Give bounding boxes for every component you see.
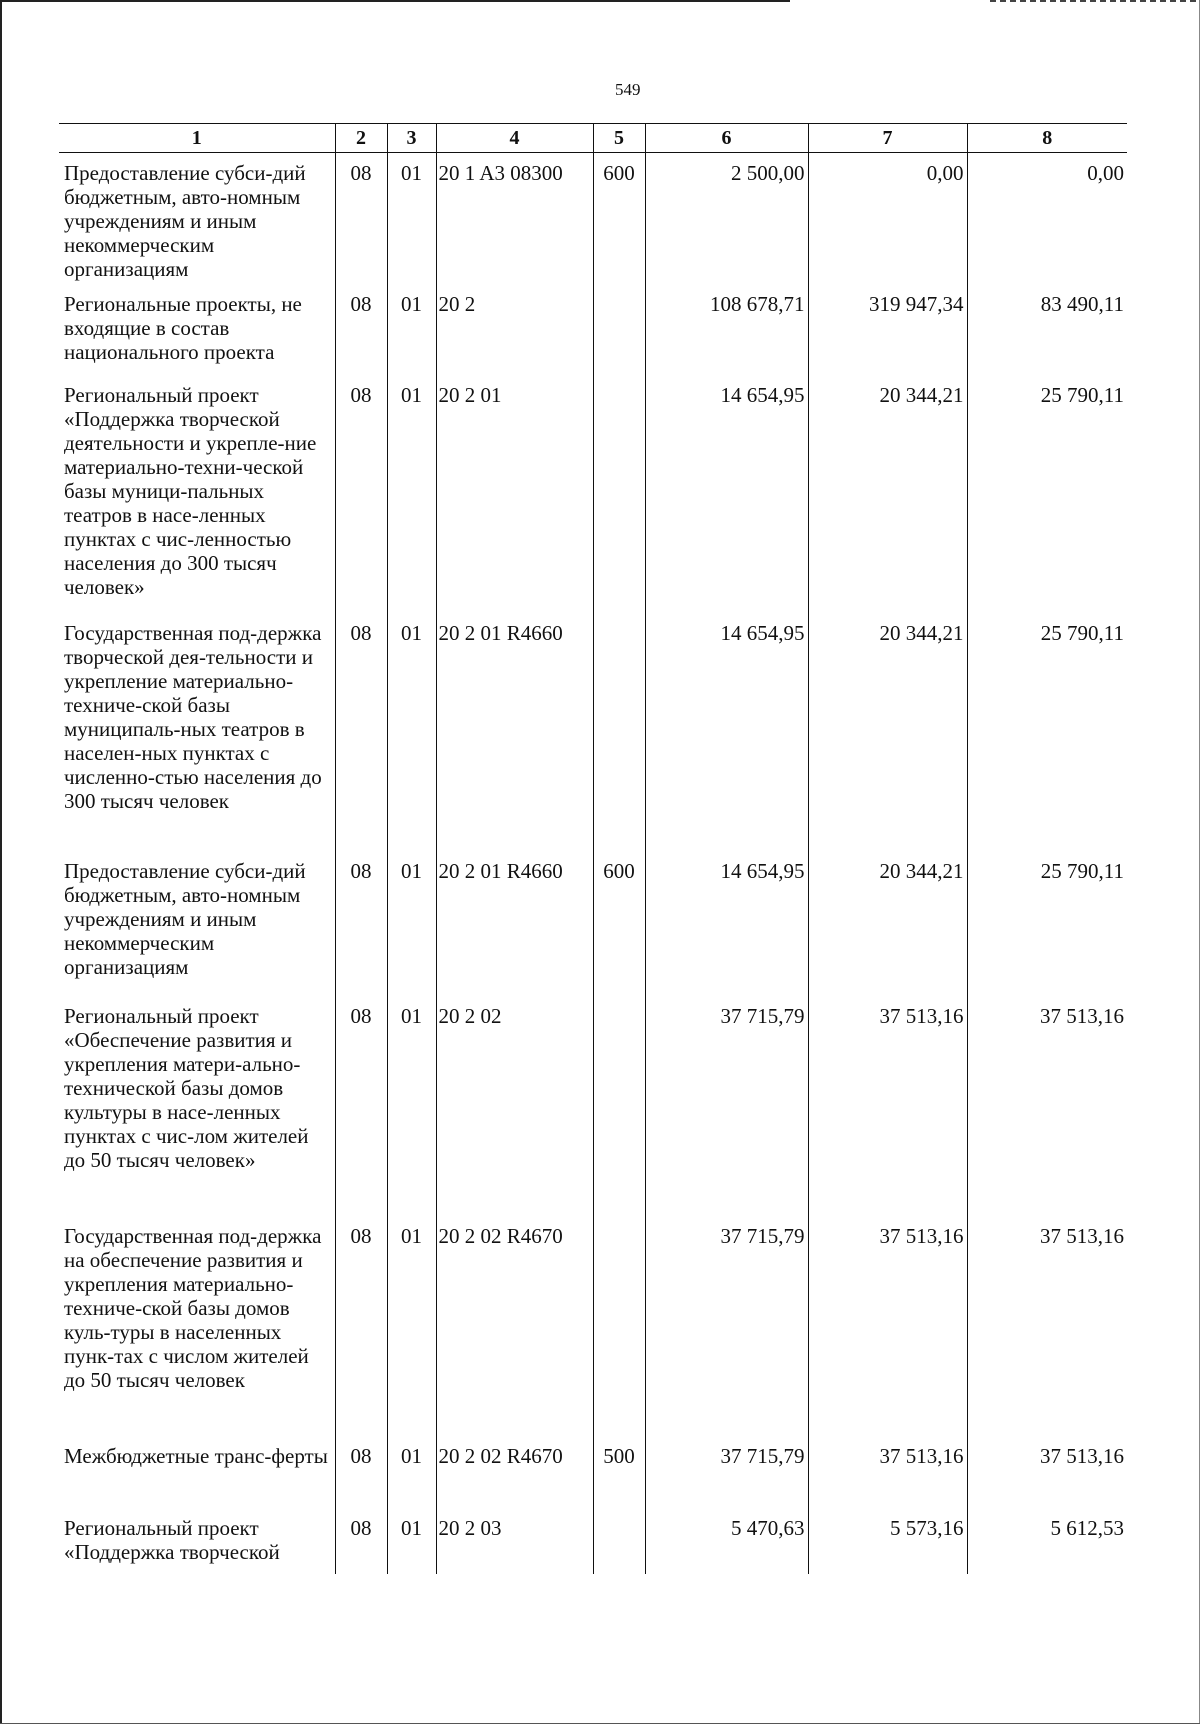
cell-sum-3: 37 513,16 xyxy=(967,1436,1127,1508)
cell-vr xyxy=(593,1508,645,1574)
cell-podrazdel: 01 xyxy=(387,153,436,284)
cell-name: Региональные проекты, не входящие в состав национального проекта xyxy=(59,284,335,375)
table-row xyxy=(59,1508,1127,1574)
table-row xyxy=(59,851,1127,996)
cell-sum-2: 37 513,16 xyxy=(808,1216,967,1436)
cell-vr: 600 xyxy=(593,153,645,284)
cell-vr xyxy=(593,1216,645,1436)
cell-csr: 20 2 02 xyxy=(436,996,593,1216)
cell-csr: 20 1 A3 08300 xyxy=(436,153,593,284)
cell-razdel: 08 xyxy=(335,375,387,613)
table-row xyxy=(59,375,1127,613)
cell-name: Предоставление субси-дий бюджетным, авто-номным учреждениям и иным некоммерческим организациям xyxy=(59,851,335,996)
cell-sum-2: 20 344,21 xyxy=(808,375,967,613)
cell-podrazdel: 01 xyxy=(387,375,436,613)
table-body xyxy=(59,153,1127,1574)
cell-sum-1: 14 654,95 xyxy=(645,375,808,613)
cell-name: Региональный проект «Поддержка творческой деятельности и укрепле-ние материально-техни-ческой базы муници-пальных театров в насе-ленных пунктах с чис-ленностью населения до 300 тысяч человек» xyxy=(59,375,335,613)
cell-sum-1: 37 715,79 xyxy=(645,1216,808,1436)
cell-razdel: 08 xyxy=(335,284,387,375)
cell-sum-1: 37 715,79 xyxy=(645,996,808,1216)
cell-csr: 20 2 02 R4670 xyxy=(436,1216,593,1436)
cell-name: Государственная под-держка на обеспечение развития и укрепления материально-техниче-ской базы домов куль-туры в населенных пунк-тах с числом жителей до 50 тысяч человек xyxy=(59,1216,335,1436)
cell-sum-1: 37 715,79 xyxy=(645,1436,808,1508)
cell-vr xyxy=(593,284,645,375)
cell-podrazdel: 01 xyxy=(387,1436,436,1508)
column-header: 3 xyxy=(387,124,436,153)
cell-razdel: 08 xyxy=(335,153,387,284)
cell-sum-2: 20 344,21 xyxy=(808,613,967,851)
column-header: 2 xyxy=(335,124,387,153)
cell-name: Предоставление субси-дий бюджетным, авто-номным учреждениям и иным некоммерческим организациям xyxy=(59,153,335,284)
cell-razdel: 08 xyxy=(335,996,387,1216)
cell-csr: 20 2 03 xyxy=(436,1508,593,1574)
cell-name: Межбюджетные транс-ферты xyxy=(59,1436,335,1508)
cell-sum-1: 5 470,63 xyxy=(645,1508,808,1574)
header-row xyxy=(59,124,1127,153)
cell-sum-1: 14 654,95 xyxy=(645,851,808,996)
scan-edge-top xyxy=(0,0,790,2)
scan-edge-left xyxy=(0,0,2,1724)
cell-podrazdel: 01 xyxy=(387,851,436,996)
cell-csr: 20 2 01 xyxy=(436,375,593,613)
cell-csr: 20 2 xyxy=(436,284,593,375)
cell-csr: 20 2 02 R4670 xyxy=(436,1436,593,1508)
cell-sum-3: 25 790,11 xyxy=(967,851,1127,996)
cell-razdel: 08 xyxy=(335,1216,387,1436)
cell-sum-3: 5 612,53 xyxy=(967,1508,1127,1574)
cell-sum-2: 5 573,16 xyxy=(808,1508,967,1574)
cell-sum-1: 14 654,95 xyxy=(645,613,808,851)
column-header: 5 xyxy=(593,124,645,153)
column-header: 7 xyxy=(808,124,967,153)
table-row xyxy=(59,1436,1127,1508)
cell-name: Региональный проект «Обеспечение развития и укрепления матери-ально-технической базы домов культуры в насе-ленных пунктах с чис-лом жителей до 50 тысяч человек» xyxy=(59,996,335,1216)
cell-razdel: 08 xyxy=(335,851,387,996)
cell-podrazdel: 01 xyxy=(387,996,436,1216)
column-header: 4 xyxy=(436,124,593,153)
cell-podrazdel: 01 xyxy=(387,284,436,375)
cell-razdel: 08 xyxy=(335,1436,387,1508)
cell-vr: 500 xyxy=(593,1436,645,1508)
table-row xyxy=(59,1216,1127,1436)
cell-vr: 600 xyxy=(593,851,645,996)
cell-vr xyxy=(593,375,645,613)
cell-sum-3: 37 513,16 xyxy=(967,996,1127,1216)
cell-csr: 20 2 01 R4660 xyxy=(436,613,593,851)
cell-sum-2: 0,00 xyxy=(808,153,967,284)
column-header: 6 xyxy=(645,124,808,153)
cell-sum-3: 0,00 xyxy=(967,153,1127,284)
cell-sum-2: 37 513,16 xyxy=(808,1436,967,1508)
cell-vr xyxy=(593,613,645,851)
cell-sum-3: 25 790,11 xyxy=(967,613,1127,851)
cell-csr: 20 2 01 R4660 xyxy=(436,851,593,996)
cell-podrazdel: 01 xyxy=(387,613,436,851)
column-header: 8 xyxy=(967,124,1127,153)
cell-razdel: 08 xyxy=(335,613,387,851)
cell-podrazdel: 01 xyxy=(387,1216,436,1436)
cell-sum-3: 83 490,11 xyxy=(967,284,1127,375)
cell-sum-2: 20 344,21 xyxy=(808,851,967,996)
table-row xyxy=(59,996,1127,1216)
cell-razdel: 08 xyxy=(335,1508,387,1574)
cell-sum-3: 25 790,11 xyxy=(967,375,1127,613)
page-number: 549 xyxy=(615,80,641,99)
scan-edge-top-dashed xyxy=(990,0,1200,2)
cell-sum-1: 108 678,71 xyxy=(645,284,808,375)
cell-podrazdel: 01 xyxy=(387,1508,436,1574)
cell-sum-3: 37 513,16 xyxy=(967,1216,1127,1436)
table-row xyxy=(59,284,1127,375)
cell-name: Государственная под-держка творческой дея-тельности и укрепление материально-техниче-ской базы муниципаль-ных театров в населен-ных пунктах с численно-стью населения до 300 тысяч человек xyxy=(59,613,335,851)
column-header: 1 xyxy=(59,124,335,153)
table-row xyxy=(59,153,1127,284)
table-row xyxy=(59,613,1127,851)
cell-sum-2: 37 513,16 xyxy=(808,996,967,1216)
cell-sum-2: 319 947,34 xyxy=(808,284,967,375)
budget-table xyxy=(59,123,1127,1574)
cell-sum-1: 2 500,00 xyxy=(645,153,808,284)
cell-vr xyxy=(593,996,645,1216)
cell-name: Региональный проект «Поддержка творческой xyxy=(59,1508,335,1574)
